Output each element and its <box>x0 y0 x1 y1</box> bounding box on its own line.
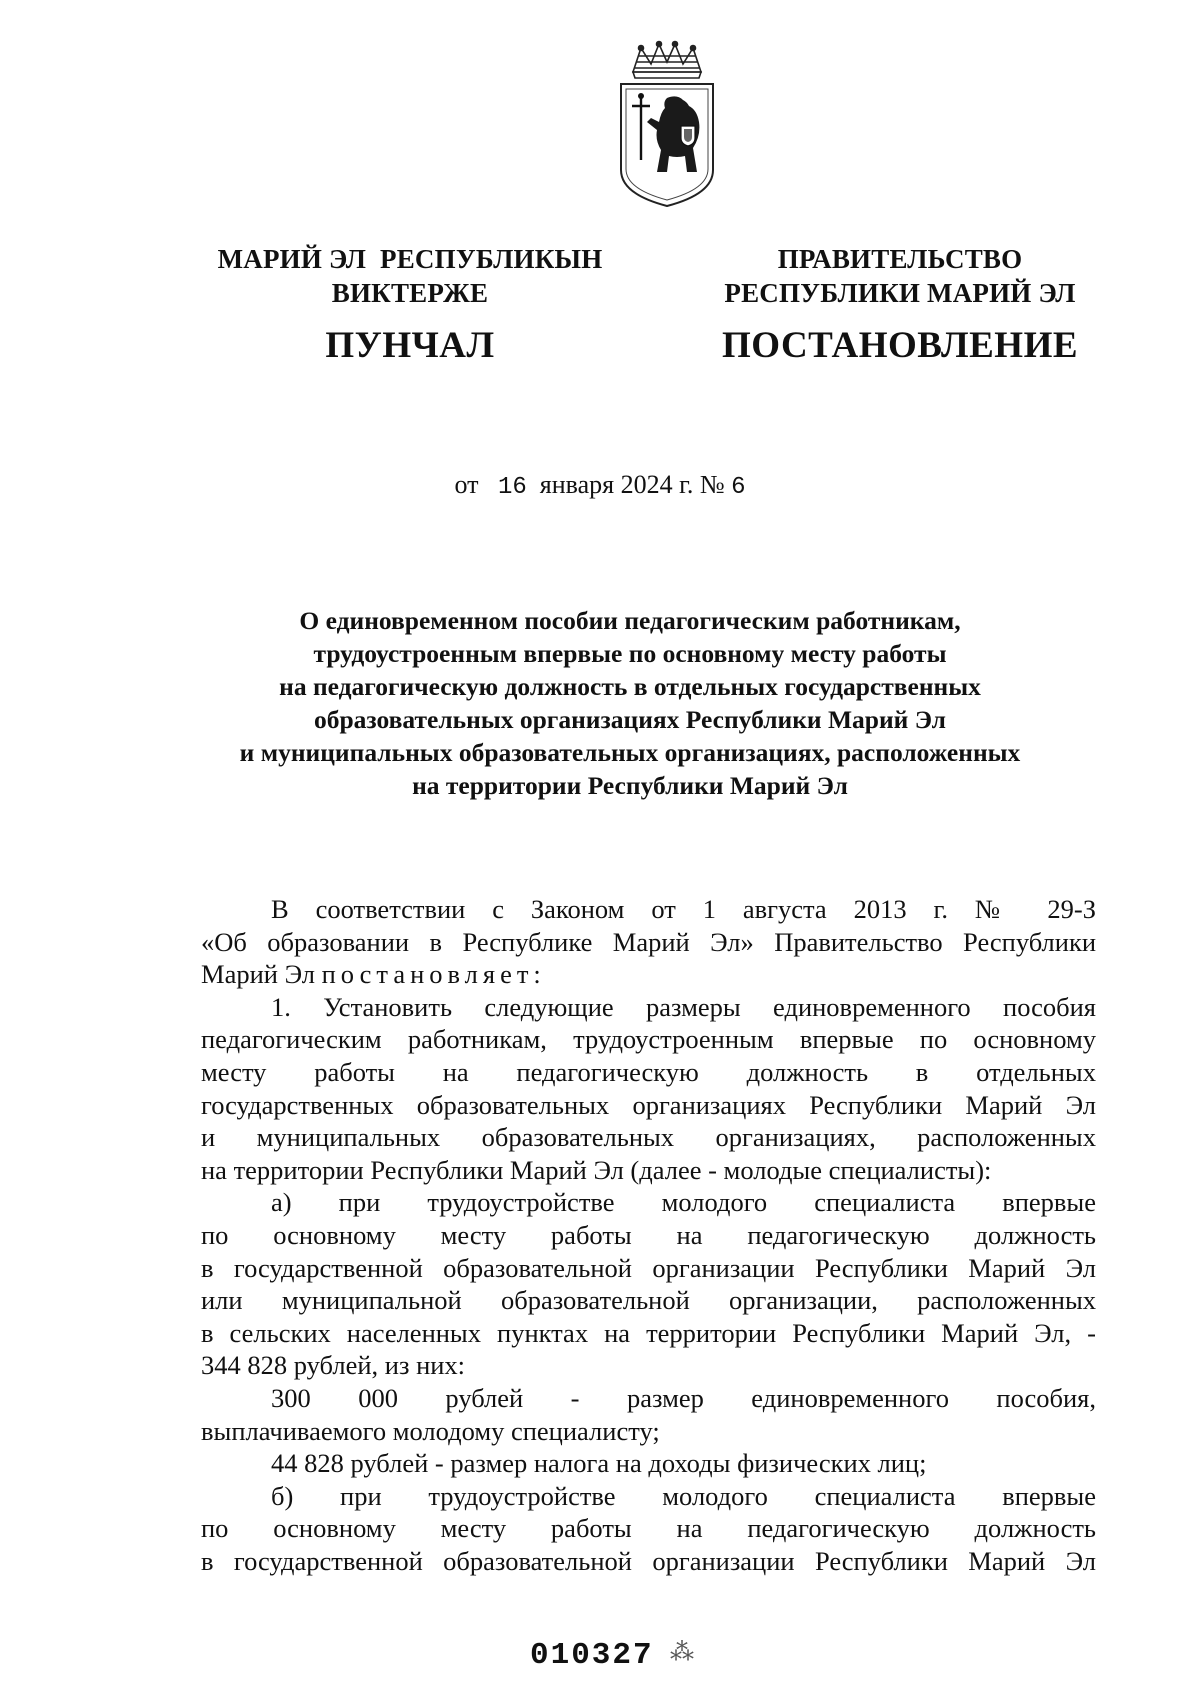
body-line: государственных образовательных организациях Республики Марий Эл <box>201 1089 1096 1120</box>
body-line: 44 828 рублей - размер налога на доходы физических лиц; <box>271 1448 927 1479</box>
body-line: в государственной образовательной организации Республики Марий Эл <box>201 1545 1096 1576</box>
body-line: или муниципальной образовательной организации, расположенных <box>201 1285 1096 1316</box>
serial-number: 010327 <box>530 1638 654 1673</box>
document-number: 6 <box>731 474 746 501</box>
body-line: и муниципальных образовательных организациях, расположенных <box>201 1122 1096 1153</box>
body-line: 344 828 рублей, из них: <box>201 1350 466 1381</box>
header-right-line1: ПРАВИТЕЛЬСТВО <box>777 244 1023 274</box>
body-line: по основному месту работы на педагогическую должность <box>201 1513 1096 1544</box>
header-left-line2: ВИКТЕРЖЕ <box>331 278 489 308</box>
title-line: образовательных организациях Республики Марий Эл <box>313 705 946 734</box>
header-left <box>190 242 630 368</box>
body-line: выплачиваемого молодому специалисту; <box>201 1415 660 1446</box>
body-line: на территории Республики Марий Эл (далее - молодые специалисты): <box>201 1154 992 1185</box>
header-right <box>690 242 1110 368</box>
body-line: В соответствии с Законом от 1 августа 2013 г. № 29-З <box>271 894 1096 924</box>
body-line: 300 000 рублей - размер единовременного пособия, <box>271 1382 1096 1413</box>
title-line: трудоустроенным впервые по основному месту работы <box>313 639 947 668</box>
title-line: на территории Республики Марий Эл <box>412 771 848 800</box>
title-line: на педагогическую должность в отдельных государственных <box>279 672 981 701</box>
header-left-doc-type: ПУНЧАЛ <box>325 325 495 366</box>
body-line: «Об образовании в Республике Марий Эл» Правительство Республики <box>201 926 1096 957</box>
security-mark-icon: ⁂ <box>670 1640 694 1666</box>
header-right-line2: РЕСПУБЛИКИ МАРИЙ ЭЛ <box>724 278 1076 308</box>
body-line <box>201 958 1096 991</box>
date-prefix: от <box>454 470 479 499</box>
body-text: Марий Эл <box>201 959 315 990</box>
document-title <box>180 604 1080 802</box>
body-line: б) при трудоустройстве молодого специалиста впервые <box>271 1480 1096 1511</box>
body-line: по основному месту работы на педагогическую должность <box>201 1219 1096 1250</box>
body-line: 1. Установить следующие размеры единовременного пособия <box>271 991 1096 1022</box>
title-line: и муниципальных образовательных организациях, расположенных <box>239 738 1021 767</box>
header-left-line1: МАРИЙ ЭЛ РЕСПУБЛИКЫН <box>217 244 603 274</box>
body-line: педагогическим работникам, трудоустроенным впервые по основному <box>201 1024 1096 1055</box>
coat-of-arms-icon <box>607 40 727 210</box>
body-line: в государственной образовательной организации Республики Марий Эл <box>201 1252 1096 1283</box>
header-right-doc-type: ПОСТАНОВЛЕНИЕ <box>721 325 1079 366</box>
document-body <box>201 893 1096 1577</box>
date-month-year: января 2024 г. № <box>539 470 725 499</box>
body-line: месту работы на педагогическую должность в отдельных <box>201 1056 1096 1087</box>
body-line: а) при трудоустройстве молодого специалиста впервые <box>271 1187 1096 1218</box>
body-spaced-word: постановляет: <box>321 959 546 990</box>
date-line <box>0 470 1200 501</box>
body-line: в сельских населенных пунктах на территории Республики Марий Эл, - <box>201 1317 1096 1348</box>
title-line: О единовременном пособии педагогическим работникам, <box>299 606 961 635</box>
date-day: 16 <box>497 474 527 501</box>
